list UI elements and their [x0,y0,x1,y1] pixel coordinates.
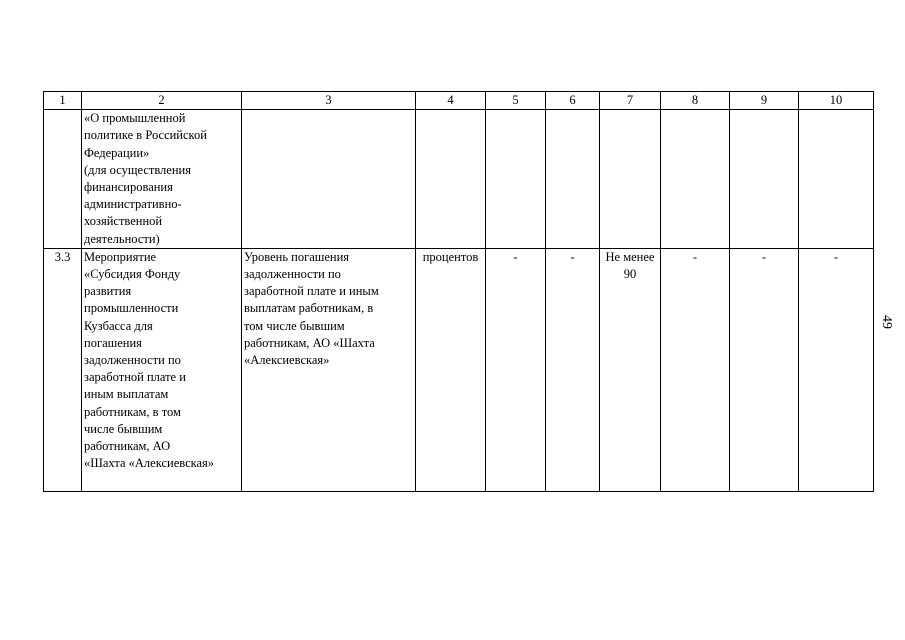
header-col-6: 6 [546,92,600,110]
header-col-9: 9 [730,92,799,110]
cell-unit [416,110,486,249]
header-col-7: 7 [600,92,661,110]
header-col-8: 8 [661,92,730,110]
header-col-5: 5 [486,92,546,110]
cell-number [44,110,82,249]
cell-event-name: «О промышленной политике в Российской Федерации» (для осуществления финансирования административно- хозяйственной деятельности) [82,110,242,249]
cell-col9: - [730,248,799,491]
header-col-4: 4 [416,92,486,110]
header-col-2: 2 [82,92,242,110]
header-col-10: 10 [799,92,874,110]
cell-number: 3.3 [44,248,82,491]
cell-event-name: Мероприятие «Субсидия Фонду развития промышленности Кузбасса для погашения задолженности по заработной плате и иным выплатам работникам, в том числе бывшим работникам, АО «Шахта «Алексиевская» [82,248,242,491]
cell-indicator: Уровень погашения задолженности по заработной плате и иным выплатам работникам, в том числе бывшим работникам, АО «Шахта «Алексиевская» [242,248,416,491]
cell-col10: - [799,248,874,491]
cell-col10 [799,110,874,249]
cell-col9 [730,110,799,249]
page-number: 49 [879,315,894,329]
cell-col6: - [546,248,600,491]
cell-col5 [486,110,546,249]
cell-col6 [546,110,600,249]
header-col-1: 1 [44,92,82,110]
cell-col8 [661,110,730,249]
data-table [43,91,874,492]
cell-unit: процентов [416,248,486,491]
cell-col8: - [661,248,730,491]
table-row [44,248,874,491]
header-col-3: 3 [242,92,416,110]
cell-col5: - [486,248,546,491]
cell-col7 [600,110,661,249]
table-row [44,110,874,249]
cell-indicator [242,110,416,249]
cell-col7: Не менее 90 [600,248,661,491]
header-row [44,92,874,110]
